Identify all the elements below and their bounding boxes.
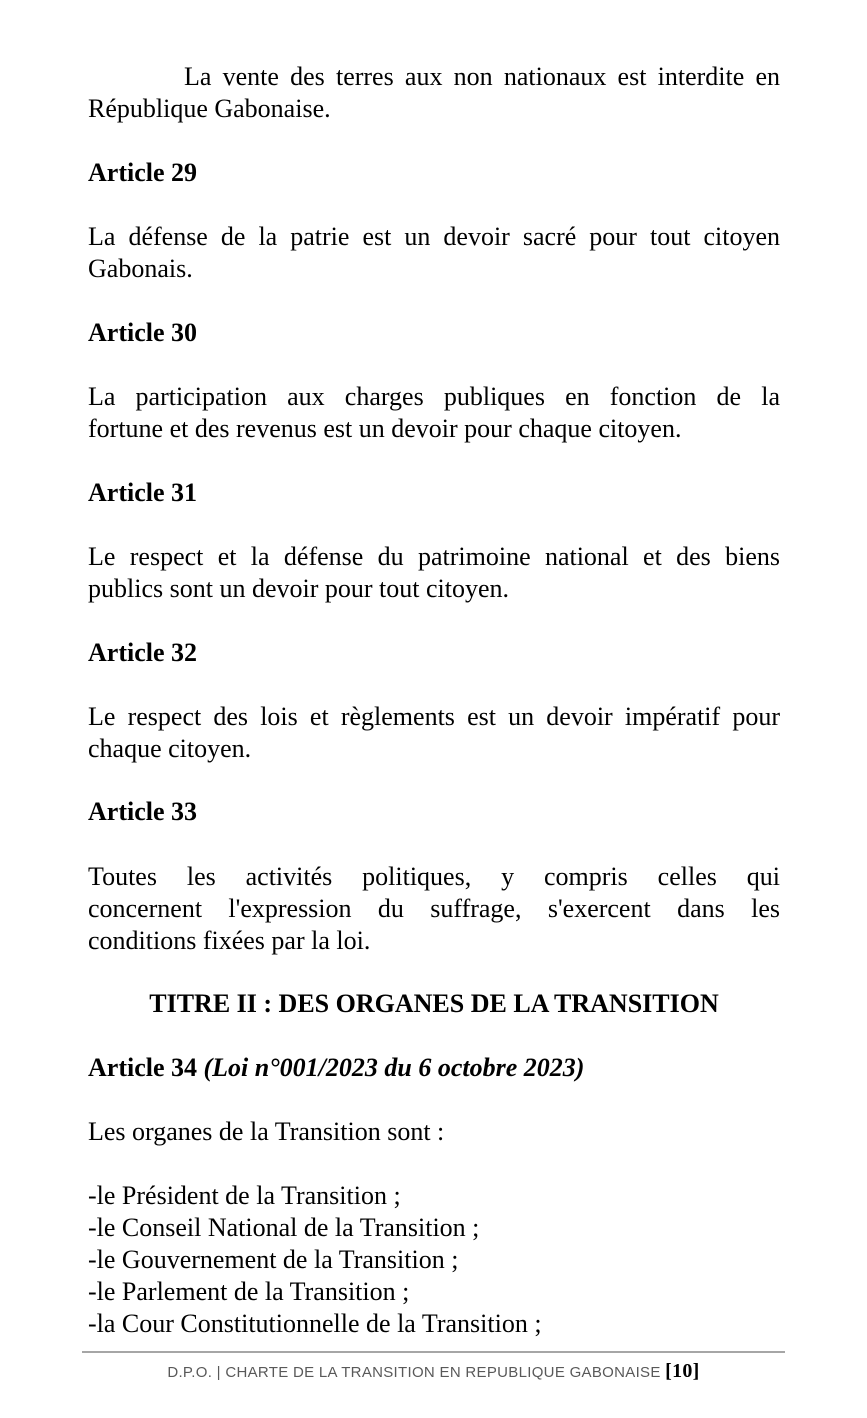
article-34-lead bbox=[88, 1116, 780, 1148]
footer-divider bbox=[82, 1351, 785, 1353]
article-29-text bbox=[88, 221, 780, 285]
text-line: Gabonais. bbox=[88, 254, 193, 283]
footer-text: D.P.O. | CHARTE DE LA TRANSITION EN REPUBLIQUE GABONAISE bbox=[167, 1364, 661, 1381]
page-number: [10] bbox=[665, 1360, 700, 1382]
text-line: République Gabonaise. bbox=[88, 94, 331, 123]
article-30-text bbox=[88, 381, 780, 445]
text-line: Toutes les activités politiques, y compris celles qui bbox=[88, 862, 780, 891]
paragraph-intro bbox=[88, 61, 780, 125]
article-32-heading: Article 32 bbox=[88, 638, 198, 667]
article-32-text bbox=[88, 701, 780, 765]
text-line: La vente des terres aux non nationaux est interdite en bbox=[184, 62, 780, 91]
text-line: fortune et des revenus est un devoir pour chaque citoyen. bbox=[88, 414, 682, 443]
article-34-note: (Loi n°001/2023 du 6 octobre 2023) bbox=[203, 1053, 585, 1082]
list-item: -le Gouvernement de la Transition ; bbox=[88, 1245, 459, 1274]
article-30-heading: Article 30 bbox=[88, 318, 198, 347]
text-line: La participation aux charges publiques en fonction de la bbox=[88, 382, 780, 411]
list-item: -la Cour Constitutionnelle de la Transition ; bbox=[88, 1309, 542, 1338]
list-item: -le Conseil National de la Transition ; bbox=[88, 1213, 480, 1242]
text-line: concernent l'expression du suffrage, s'exercent dans les bbox=[88, 894, 780, 923]
article-31-heading: Article 31 bbox=[88, 478, 198, 507]
article-29-heading: Article 29 bbox=[88, 158, 198, 187]
text-line: Le respect et la défense du patrimoine national et des biens bbox=[88, 542, 780, 571]
article-33-heading: Article 33 bbox=[88, 797, 198, 826]
text-line: chaque citoyen. bbox=[88, 734, 252, 763]
organs-list bbox=[88, 1180, 542, 1340]
text-line: conditions fixées par la loi. bbox=[88, 926, 371, 955]
text-line: publics sont un devoir pour tout citoyen. bbox=[88, 574, 510, 603]
page-footer bbox=[82, 1357, 785, 1387]
text-line: Les organes de la Transition sont : bbox=[88, 1117, 445, 1146]
titre-heading: TITRE II : DES ORGANES DE LA TRANSITION bbox=[149, 989, 719, 1018]
article-34-label: Article 34 bbox=[88, 1053, 198, 1082]
list-item: -le Président de la Transition ; bbox=[88, 1181, 401, 1210]
article-33-text bbox=[88, 861, 780, 957]
article-31-text bbox=[88, 541, 780, 605]
list-item: -le Parlement de la Transition ; bbox=[88, 1277, 410, 1306]
text-line: Le respect des lois et règlements est un devoir impératif pour bbox=[88, 702, 780, 731]
text-line: La défense de la patrie est un devoir sacré pour tout citoyen bbox=[88, 222, 780, 251]
article-34-heading bbox=[88, 1052, 584, 1084]
